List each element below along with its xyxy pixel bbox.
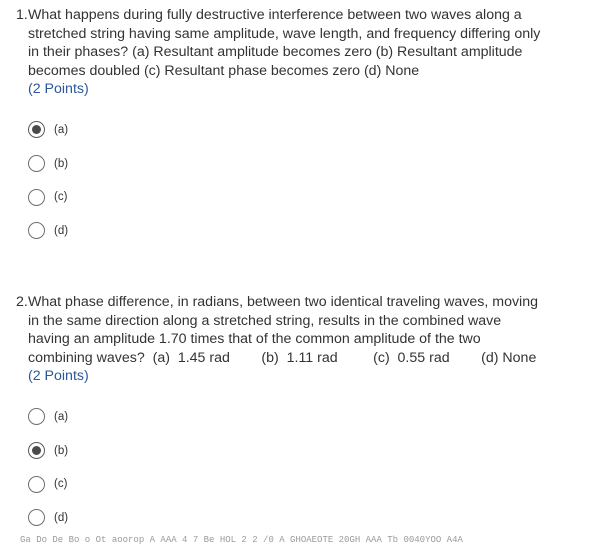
radio-button-icon[interactable] [28,155,45,172]
question-2-options [28,400,576,535]
option-label: (d) [54,224,69,237]
option-label: (c) [54,478,68,491]
question-2 [16,293,576,535]
cropped-footer-text: Ga Do De Bo o Ot aoorop A AAA 4 7 Be HOL 2 2 /0 A GHOAEOTE 20GH AAA Tb 0040YOO A4A [20,535,463,545]
question-2-line-3: having an amplitude 1.70 times that of the common amplitude of the two [28,331,481,348]
question-1-text [16,6,576,80]
option-label: (a) [54,410,69,423]
question-1-line-2: stretched string having same amplitude, wave length, and frequency differing only [28,25,541,42]
question-1-option-a[interactable] [28,113,576,147]
question-2-body [28,293,576,367]
question-1-option-c[interactable] [28,180,576,214]
question-1 [16,6,576,248]
question-2-line-4: combining waves? (a) 1.45 rad (b) 1.11 rad (c) 0.55 rad (d) None [28,349,537,366]
question-2-text [16,293,576,367]
question-1-option-d[interactable] [28,214,576,248]
question-2-option-c[interactable] [28,467,576,501]
option-label: (b) [54,444,69,457]
radio-button-icon[interactable] [28,442,45,459]
option-label: (d) [54,511,69,524]
radio-button-icon[interactable] [28,121,45,138]
question-1-option-b[interactable] [28,147,576,181]
radio-button-icon[interactable] [28,408,45,425]
radio-button-icon[interactable] [28,509,45,526]
option-label: (b) [54,157,69,170]
question-1-options [28,113,576,248]
radio-button-icon[interactable] [28,189,45,206]
question-2-option-a[interactable] [28,400,576,434]
question-2-option-d[interactable] [28,501,576,535]
question-1-line-3: in their phases? (a) Resultant amplitude becomes zero (b) Resultant amplitude [28,44,523,61]
question-2-line-1: What phase difference, in radians, between two identical traveling waves, moving [28,294,538,310]
question-2-number: 2. [16,294,28,310]
radio-button-icon[interactable] [28,476,45,493]
question-1-points: (2 Points) [28,81,89,98]
option-label: (a) [54,123,69,136]
radio-button-icon[interactable] [28,222,45,239]
option-label: (c) [54,191,68,204]
question-1-body [28,6,576,80]
question-1-line-4: becomes doubled (c) Resultant phase becomes zero (d) None [28,62,420,79]
question-1-number: 1. [16,7,28,23]
question-2-points: (2 Points) [28,368,89,385]
question-2-line-2: in the same direction along a stretched string, results in the combined wave [28,312,502,329]
question-2-option-b[interactable] [28,434,576,468]
question-1-line-1: What happens during fully destructive interference between two waves along a [28,7,522,23]
